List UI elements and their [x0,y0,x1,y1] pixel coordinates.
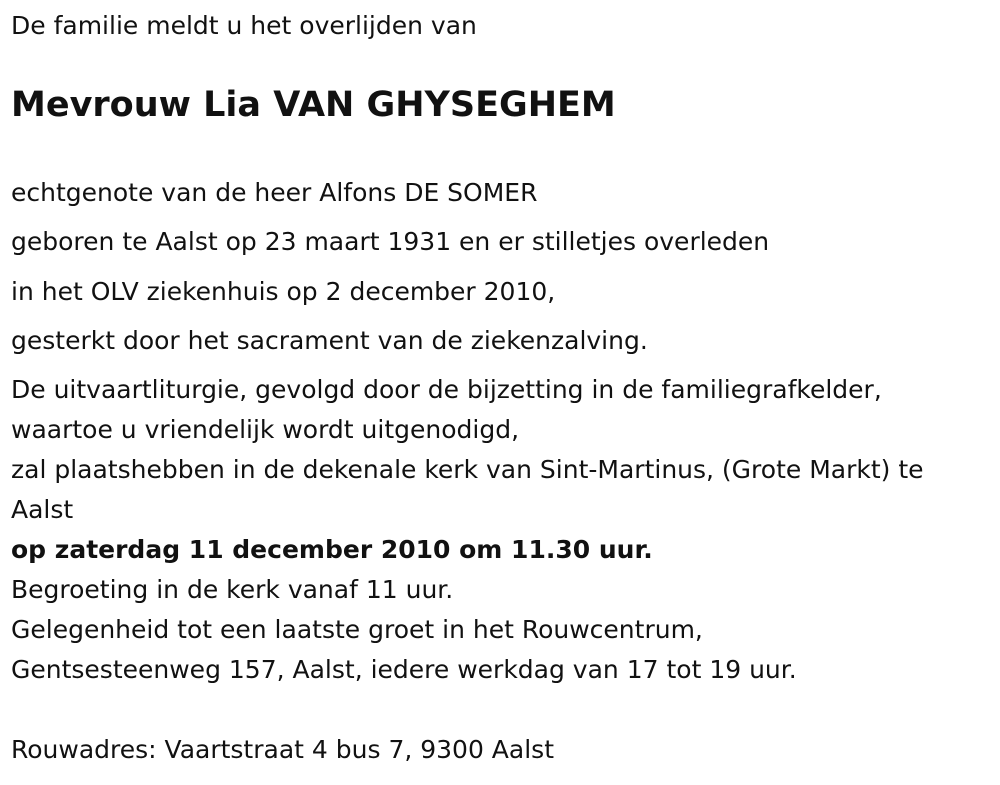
funeral-line-2: waartoe u vriendelijk wordt uitgenodigd, [11,415,520,444]
hospital-line: in het OLV ziekenhuis op 2 december 2010, [11,277,556,306]
viewing-line-1: Gelegenheid tot een laatste groet in het Rouwcentrum, [11,615,703,644]
funeral-line-4: Aalst [11,495,74,524]
funeral-line-1: De uitvaartliturgie, gevolgd door de bijzetting in de familiegrafkelder, [11,375,882,404]
greeting-line: Begroeting in de kerk vanaf 11 uur. [11,575,454,604]
birth-death-line: geboren te Aalst op 23 maart 1931 en er stilletjes overleden [11,227,770,256]
sacrament-line: gesterkt door het sacrament van de ziekenzalving. [11,326,648,355]
mourning-address: Rouwadres: Vaartstraat 4 bus 7, 9300 Aalst [11,735,555,764]
intro-text: De familie meldt u het overlijden van [11,11,477,40]
deceased-name: Mevrouw Lia VAN GHYSEGHEM [11,85,616,125]
funeral-line-3: zal plaatshebben in de dekenale kerk van Sint-Martinus, (Grote Markt) te [11,455,924,484]
funeral-date-time: op zaterdag 11 december 2010 om 11.30 uur. [11,535,653,564]
spouse-line: echtgenote van de heer Alfons DE SOMER [11,178,538,207]
viewing-line-2: Gentsesteenweg 157, Aalst, iedere werkdag van 17 tot 19 uur. [11,655,797,684]
